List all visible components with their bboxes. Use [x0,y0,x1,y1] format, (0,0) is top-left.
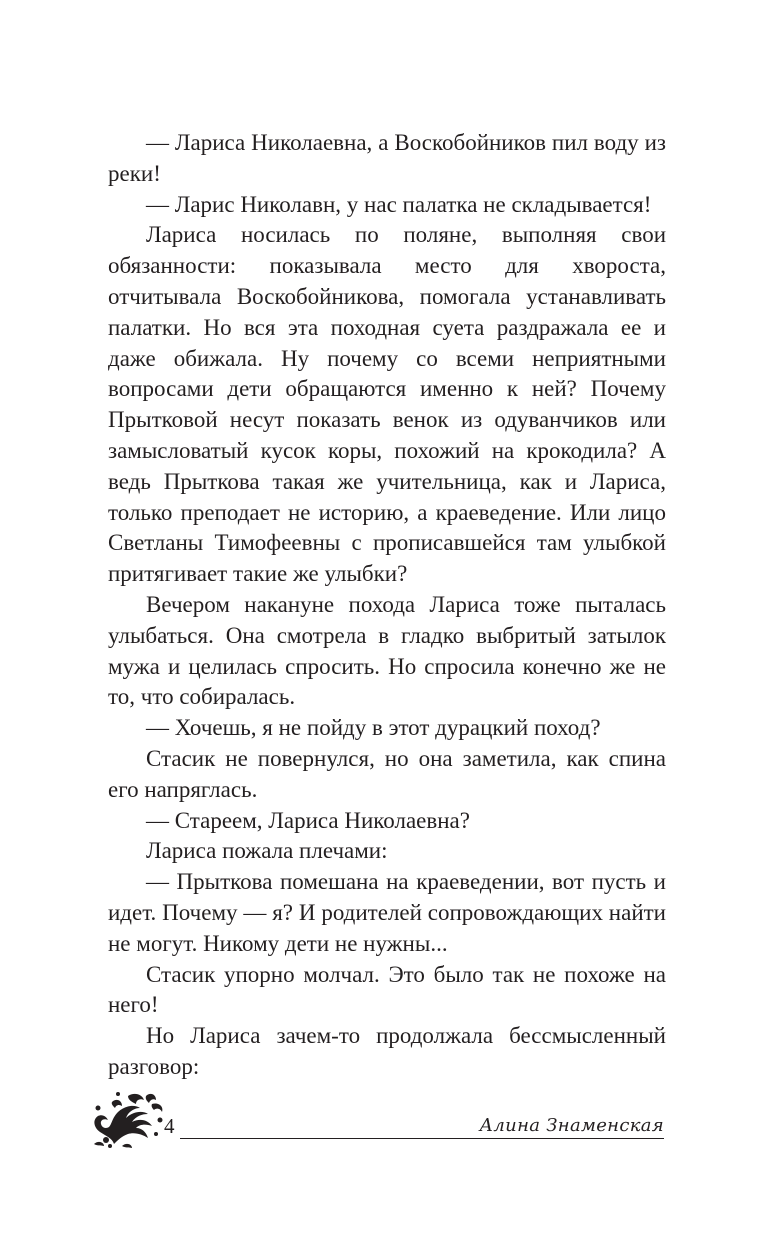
paragraph: — Ларис Николавн, у нас палатка не складывается! [146,191,652,217]
paragraph: Вечером накануне похода Лариса тоже пыталась улыбаться. Она смотрела в гладко выбритый затылок мужа и целилась спросить. Но спросила конечно же не то, что собиралась. [108,591,666,710]
paragraph: Стасик упорно молчал. Это было так не похоже на него! [108,961,666,1018]
paragraph: Лариса пожала плечами: [146,838,388,864]
paragraph: — Прыткова помешана на краеведении, вот пусть и идет. Почему — я? И родителей сопровождающих найти не могут. Никому дети не нужны... [108,869,666,956]
footer-divider [180,1138,664,1139]
page-body [108,128,666,1083]
paragraph: Стасик не повернулся, но она заметила, как спина его напряглась. [108,745,666,802]
page-number: 4 [164,1114,175,1138]
paragraph: Но Лариса зачем-то продолжала бессмысленный разговор: [108,1023,666,1079]
paragraph: — Лариса Николаевна, а Воскобойников пил воду из реки! [108,130,666,186]
paragraph: — Стареем, Лариса Николаевна? [146,807,470,833]
paragraph: — Хочешь, я не пойду в этот дурацкий поход? [146,715,601,741]
page-footer [0,1088,768,1158]
running-author: Алина Знаменская [479,1115,664,1136]
paragraph: Лариса носилась по поляне, выполняя свои обязанности: показывала место для хвороста, отчитывала Воскобойникова, помогала устанавливать палатки. Но вся эта походная суета раздражала ее и даже обижала. Ну почему со всеми неприятными вопросами дети обращаются именно к ней? Почему Прытковой несут показать венок из одуванчиков или замысловатый кусок коры, похожий на крокодила? А ведь Прыткова такая же учительница, как и Лариса, только преподает не историю, а краеведение. Или лицо Светланы Тимофеевны с прописавшейся там улыбкой притягивает такие же улыбки? [108,222,666,587]
